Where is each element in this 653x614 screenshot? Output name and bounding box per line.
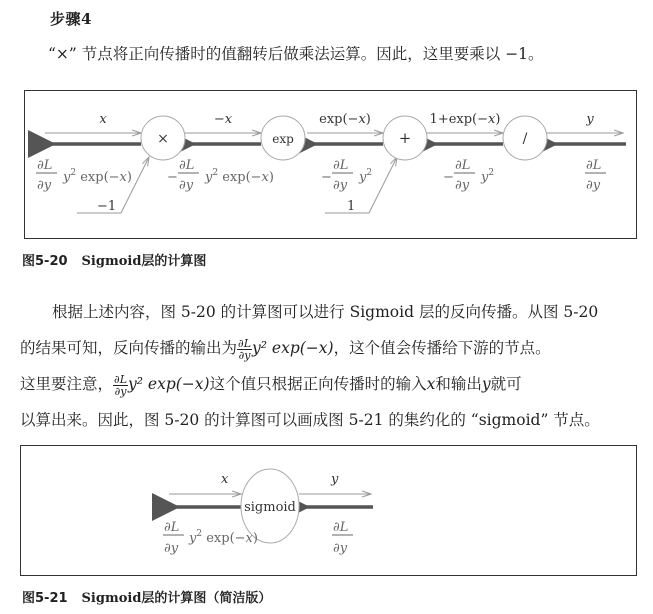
node-exp: exp — [272, 132, 294, 146]
bwd-label-2 — [321, 158, 372, 193]
svg-text:∂L: ∂L — [333, 158, 349, 173]
sigmoid-computation-graph — [25, 91, 636, 238]
svg-text:∂L: ∂L — [586, 158, 602, 173]
node-div: / — [522, 131, 528, 147]
bwd-label-1 — [167, 158, 274, 193]
caption-text: Sigmoid层的计算图（简洁版） — [81, 591, 272, 606]
svg-text:∂y: ∂y — [179, 178, 194, 193]
body-paragraph — [20, 294, 640, 438]
body-line-2: 的结果可知，反向传播的输出为 $\frac{\partial L}{\partial y}$ y² exp(−x)，这个值会传播给下游的节点。 — [20, 336, 551, 362]
svg-text:∂y: ∂y — [455, 178, 470, 193]
svg-text:y2 exp(−x): $y^2$ exp(−x) — [205, 168, 274, 185]
caption-number: 图5-21 — [22, 591, 68, 606]
step-text: “×” 节点将正向传播时的值翻转后做乘法运算。因此，这里要乘以 −1。 — [48, 45, 544, 63]
svg-text:−: − — [321, 170, 332, 185]
fwd-label-2: exp(−x) — [319, 112, 371, 127]
svg-text:∂y: ∂y — [586, 178, 601, 193]
fwd-in-x: x — [221, 472, 229, 487]
figure-5-20-frame — [24, 90, 637, 239]
svg-text:∂y: ∂y — [164, 541, 179, 556]
svg-text:∂y: ∂y — [333, 541, 348, 556]
fwd-out-y: y — [331, 472, 339, 487]
fraction: $\frac{\partial L}{\partial y}$ — [238, 336, 252, 362]
body-line-4: 以算出来。因此，图 5-20 的计算图可以画成图 5-21 的集约化的 “sigmoid” 节点。 — [20, 411, 600, 429]
side-input-neg-one: −1 — [97, 199, 117, 214]
node-add: + — [398, 129, 412, 147]
figure-5-20-caption — [22, 250, 206, 269]
svg-text:∂L: ∂L — [455, 158, 471, 173]
bwd-out-label — [163, 520, 258, 556]
fwd-label-3: 1+exp(−x) — [429, 112, 501, 127]
sigmoid-node: sigmoid — [244, 500, 296, 515]
fwd-label-4: y — [586, 112, 594, 127]
bwd-in-label — [332, 520, 353, 556]
step-heading: 步骤4 — [50, 10, 92, 28]
caption-text: Sigmoid层的计算图 — [81, 254, 207, 269]
svg-text:y2: $y^2$ — [359, 168, 373, 185]
svg-text:−: − — [443, 170, 454, 185]
figure-5-21-frame — [20, 445, 637, 576]
svg-text:y2 exp(−x): $y^2$ exp(−x) — [189, 529, 258, 546]
svg-text:y2 exp(−x): $y^2$ exp(−x) — [63, 168, 132, 185]
svg-text:∂L: ∂L — [333, 520, 349, 535]
caption-number: 图5-20 — [22, 254, 68, 269]
backward-labels — [36, 158, 606, 193]
bwd-label-4 — [585, 158, 606, 193]
svg-text:∂L: ∂L — [37, 158, 53, 173]
svg-text:−: − — [167, 170, 178, 185]
svg-text:y2: $y^2$ — [481, 168, 495, 185]
sigmoid-simple-graph — [21, 446, 636, 575]
svg-text:∂L: ∂L — [164, 520, 180, 535]
svg-text:∂y: ∂y — [37, 178, 52, 193]
fwd-label-1: −x — [213, 112, 233, 127]
side-input-one: 1 — [347, 199, 356, 214]
node-mul: × — [157, 131, 169, 147]
fraction: $\frac{\partial L}{\partial y}$ — [114, 372, 128, 398]
body-line-1: 根据上述内容，图 5-20 的计算图可以进行 Sigmoid 层的反向传播。从图 5-20 — [52, 303, 599, 321]
svg-text:∂y: ∂y — [333, 178, 348, 193]
body-line-3: 这里要注意， $\frac{\partial L}{\partial y}$ y² exp(−x)这个值只根据正向传播时的输入x和输出y就可 — [20, 372, 522, 398]
svg-text:∂L: ∂L — [179, 158, 195, 173]
bwd-label-0 — [36, 158, 132, 193]
figure-5-21-caption — [22, 587, 271, 606]
fwd-label-0: x — [99, 112, 107, 127]
bwd-label-3 — [443, 158, 494, 193]
